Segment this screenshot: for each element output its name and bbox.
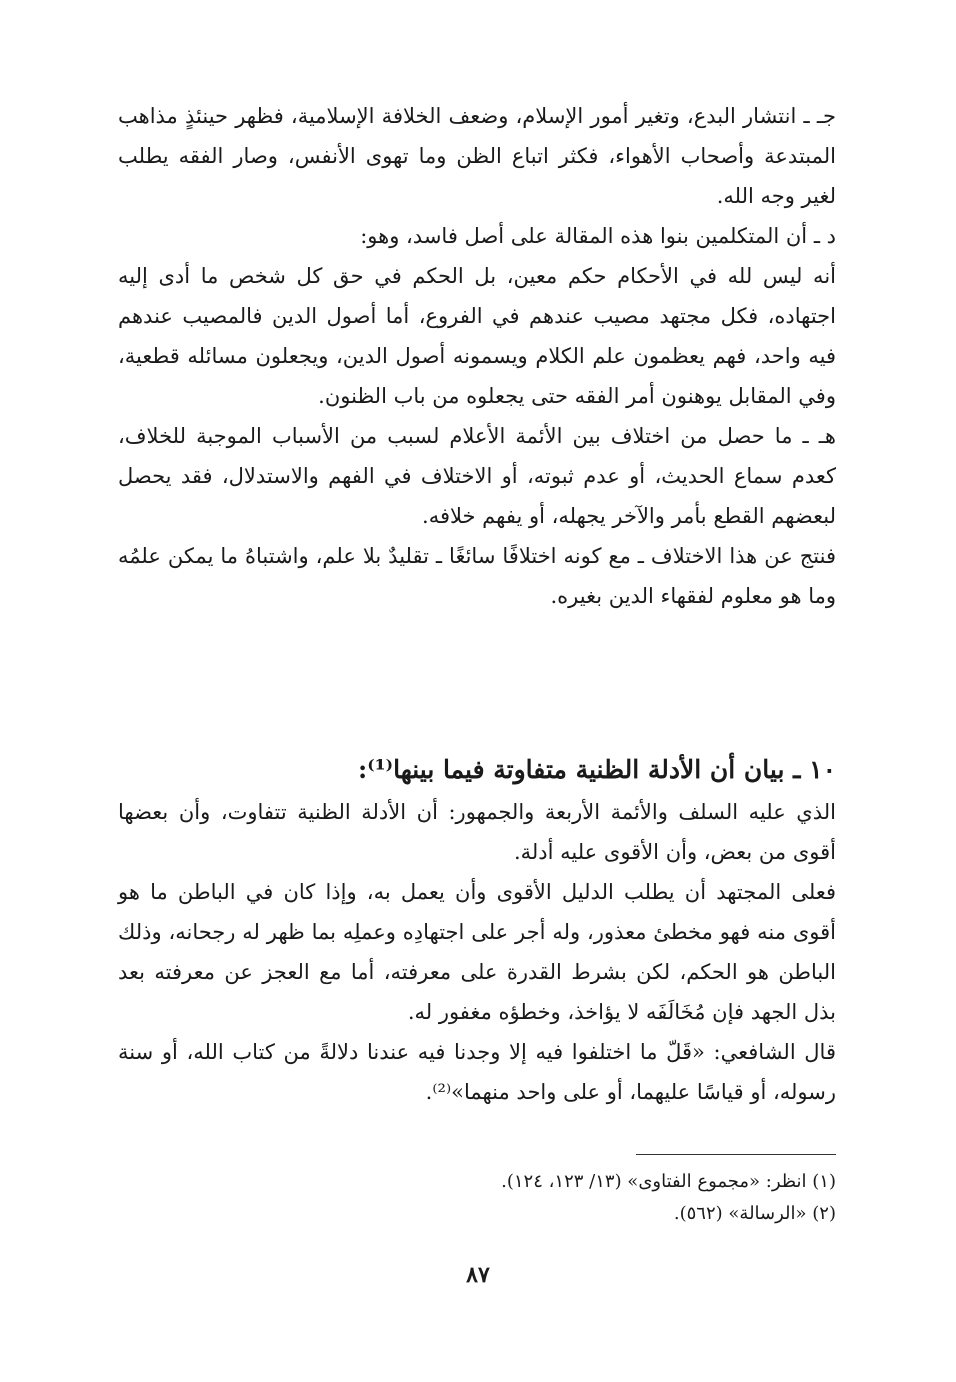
- paragraph-jim: جـ ـ انتشار البدع، وتغير أمور الإسلام، وضعف الخلافة الإسلامية، فظهر حينئذٍ مذاهب المبتدعة وأصحاب الأهواء، فكثر اتباع الظن وما تهوى الأنفس، وصار الفقه يطلب لغير وجه الله.: [118, 104, 836, 208]
- paragraph-dal-explanation: أنه ليس لله في الأحكام حكم معين، بل الحكم في حق كل شخص ما أدى إليه اجتهاده، فكل مجتهد مصيب عندهم في الفروع، أما أصول الدين فالمصيب عندهم فيه واحد، فهم يعظمون علم الكلام ويسمونه أصول الدين، ويجعلون مسائله قطعية، وفي المقابل يوهنون أمر الفقه حتى يجعلوه من باب الظنون.: [118, 264, 836, 408]
- paragraph-dal: د ـ أن المتكلمين بنوا هذه المقالة على أصل فاسد، وهو:: [360, 224, 836, 248]
- footnote-separator: [636, 1154, 836, 1155]
- section-heading: ١٠ ـ بيان أن الأدلة الظنية متفاوتة فيما بينها⁽¹⁾:: [358, 755, 836, 784]
- page-number: ٨٧: [466, 1262, 490, 1288]
- body-text-upper: [118, 96, 836, 616]
- section-10: [118, 748, 836, 1112]
- footnote-2: (٢) «الرسالة» (٥٦٢).: [673, 1203, 836, 1224]
- paragraph-result: فنتج عن هذا الاختلاف ـ مع كونه اختلافًا سائغًا ـ تقليدٌ بلا علم، واشتباهُ ما يمكن علمُه وما هو معلوم لفقهاء الدين بغيره.: [118, 544, 836, 608]
- paragraph-ha: هـ ـ ما حصل من اختلاف بين الأئمة الأعلام لسبب من الأسباب الموجبة للخلاف، كعدم سماع الحديث، أو عدم ثبوته، أو الاختلاف في الفهم والاستدلال، فقد يحصل لبعضهم القطع بأمر والآخر يجهله، أو يفهم خلافه.: [118, 424, 836, 528]
- footnotes: [118, 1166, 836, 1230]
- paragraph-mujtahid: فعلى المجتهد أن يطلب الدليل الأقوى وأن يعمل به، وإذا كان في الباطن ما هو أقوى منه فهو مخطئ معذور، وله أجر على اجتهادِه وعملِه بما ظهر له رجحانه، وذلك الباطن هو الحكم، لكن بشرط القدرة على معرفته، أما مع العجز عن معرفته بعد بذل الجهد فإن مُخَالَفَه لا يؤاخذ، وخطؤه مغفور له.: [118, 880, 836, 1024]
- paragraph-shafii-quote: قال الشافعي: «قَلّ ما اختلفوا فيه إلا وجدنا فيه عندنا دلالةً من كتاب الله، أو سنة رسوله، أو قياسًا عليهما، أو على واحد منهما»⁽²⁾.: [118, 1040, 836, 1104]
- footnote-1: (١) انظر: «مجموع الفتاوى» (١٣/ ١٢٣، ١٢٤).: [501, 1171, 836, 1192]
- paragraph-majority-view: الذي عليه السلف والأئمة الأربعة والجمهور: أن الأدلة الظنية تتفاوت، وأن بعضها أقوى من بعض، وأن الأقوى عليه أدلة.: [118, 800, 836, 864]
